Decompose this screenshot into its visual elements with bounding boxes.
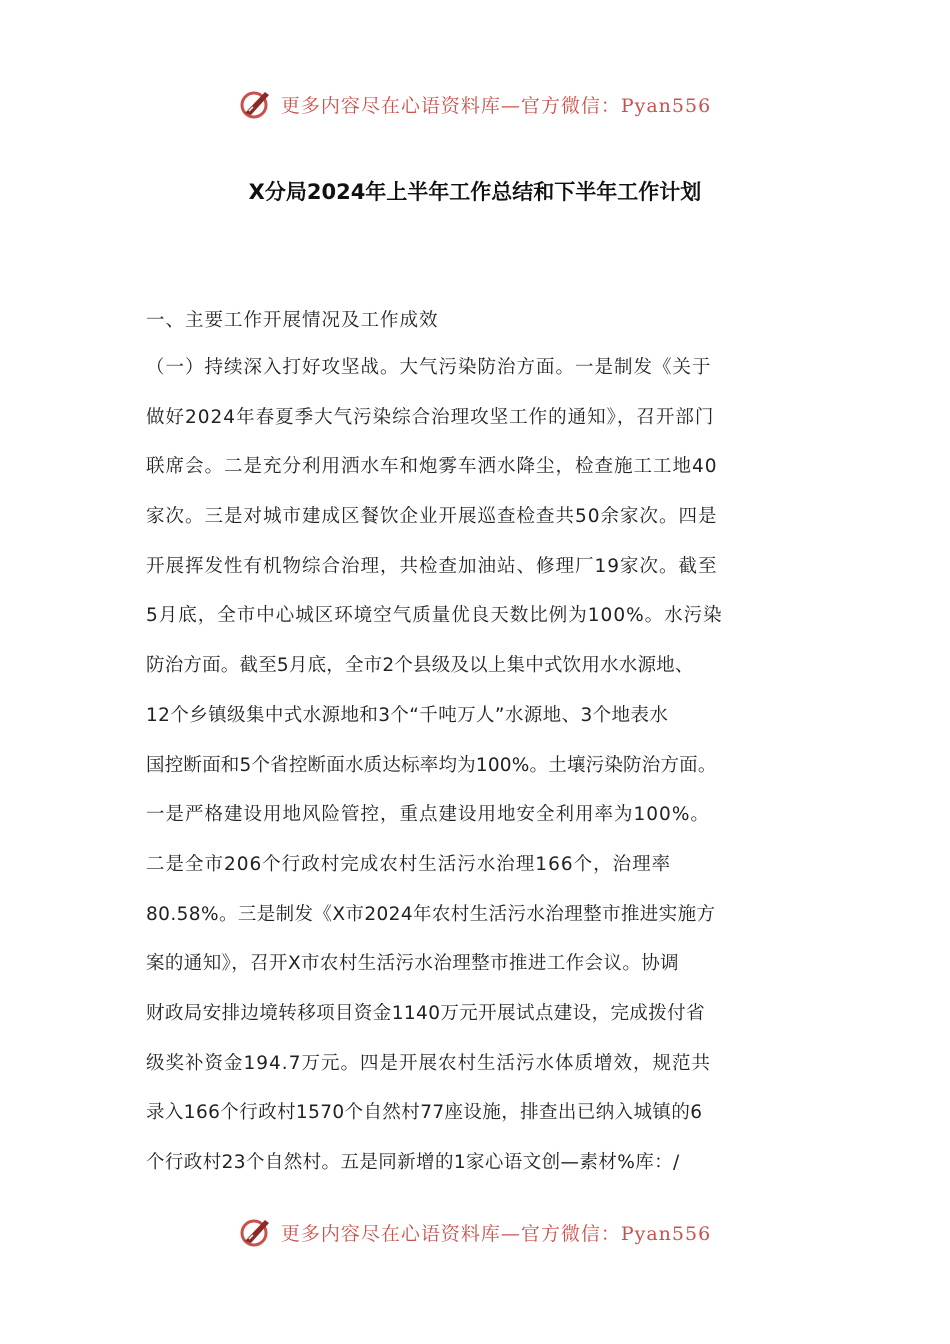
body-line: 一是严格建设用地风险管控，重点建设用地安全利用率为100%。: [146, 804, 710, 826]
footer-watermark: [0, 1208, 950, 1256]
body-text: [146, 350, 826, 1195]
body-line: 开展挥发性有机物综合治理，共检查加油站、修理厂19家次。截至: [146, 555, 718, 577]
body-line: 防治方面。截至5月底，全市2个县级及以上集中式饮用水水源地、: [146, 655, 694, 677]
body-line: 录入166个行政村1570个自然村77座设施，排查出已纳入城镇的6: [146, 1102, 703, 1124]
document-title: X分局2024年上半年工作总结和下半年工作计划: [248, 180, 702, 204]
body-line: 5月底，全市中心城区环境空气质量优良天数比例为100%。水污染: [146, 605, 723, 627]
body-line: 12个乡镇级集中式水源地和3个“千吨万人”水源地、3个地表水: [146, 704, 669, 726]
quill-logo-icon: [239, 87, 273, 121]
section-heading: 一、主要工作开展情况及工作成效: [146, 310, 439, 331]
body-line: 家次。三是对城市建成区餐饮企业开展巡查检查共50余家次。四是: [146, 506, 718, 528]
body-line: 财政局安排边境转移项目资金1140万元开展试点建设，完成拨付省: [146, 1002, 705, 1024]
watermark-text: 更多内容尽在心语资料库—官方微信：Pyan556: [280, 94, 712, 117]
body-line: 级奖补资金194.7万元。四是开展农村生活污水体质增效，规范共: [146, 1052, 711, 1074]
body-line: 联席会。二是充分利用洒水车和炮雾车洒水降尘，检查施工工地40: [146, 456, 718, 478]
body-line: 二是全市206个行政村完成农村生活污水治理166个，治理率: [146, 853, 672, 875]
body-line: 案的通知》，召开X市农村生活污水治理整市推进工作会议。协调: [146, 953, 680, 975]
quill-logo-icon: [239, 1215, 273, 1249]
body-line: 国控断面和5个省控断面水质达标率均为100%。土壤污染防治方面。: [146, 754, 717, 776]
body-line: 80.58%。三是制发《X市2024年农村生活污水治理整市推进实施方: [146, 903, 716, 925]
body-line: 做好2024年春夏季大气污染综合治理攻坚工作的通知》，召开部门: [146, 406, 715, 428]
body-line: （一）持续深入打好攻坚战。大气污染防治方面。一是制发《关于: [146, 357, 712, 378]
watermark-text: 更多内容尽在心语资料库—官方微信：Pyan556: [280, 1222, 712, 1245]
body-line: 个行政村23个自然村。五是同新增的1家心语文创—素材%库：/: [146, 1152, 680, 1173]
header-watermark: [0, 80, 950, 128]
